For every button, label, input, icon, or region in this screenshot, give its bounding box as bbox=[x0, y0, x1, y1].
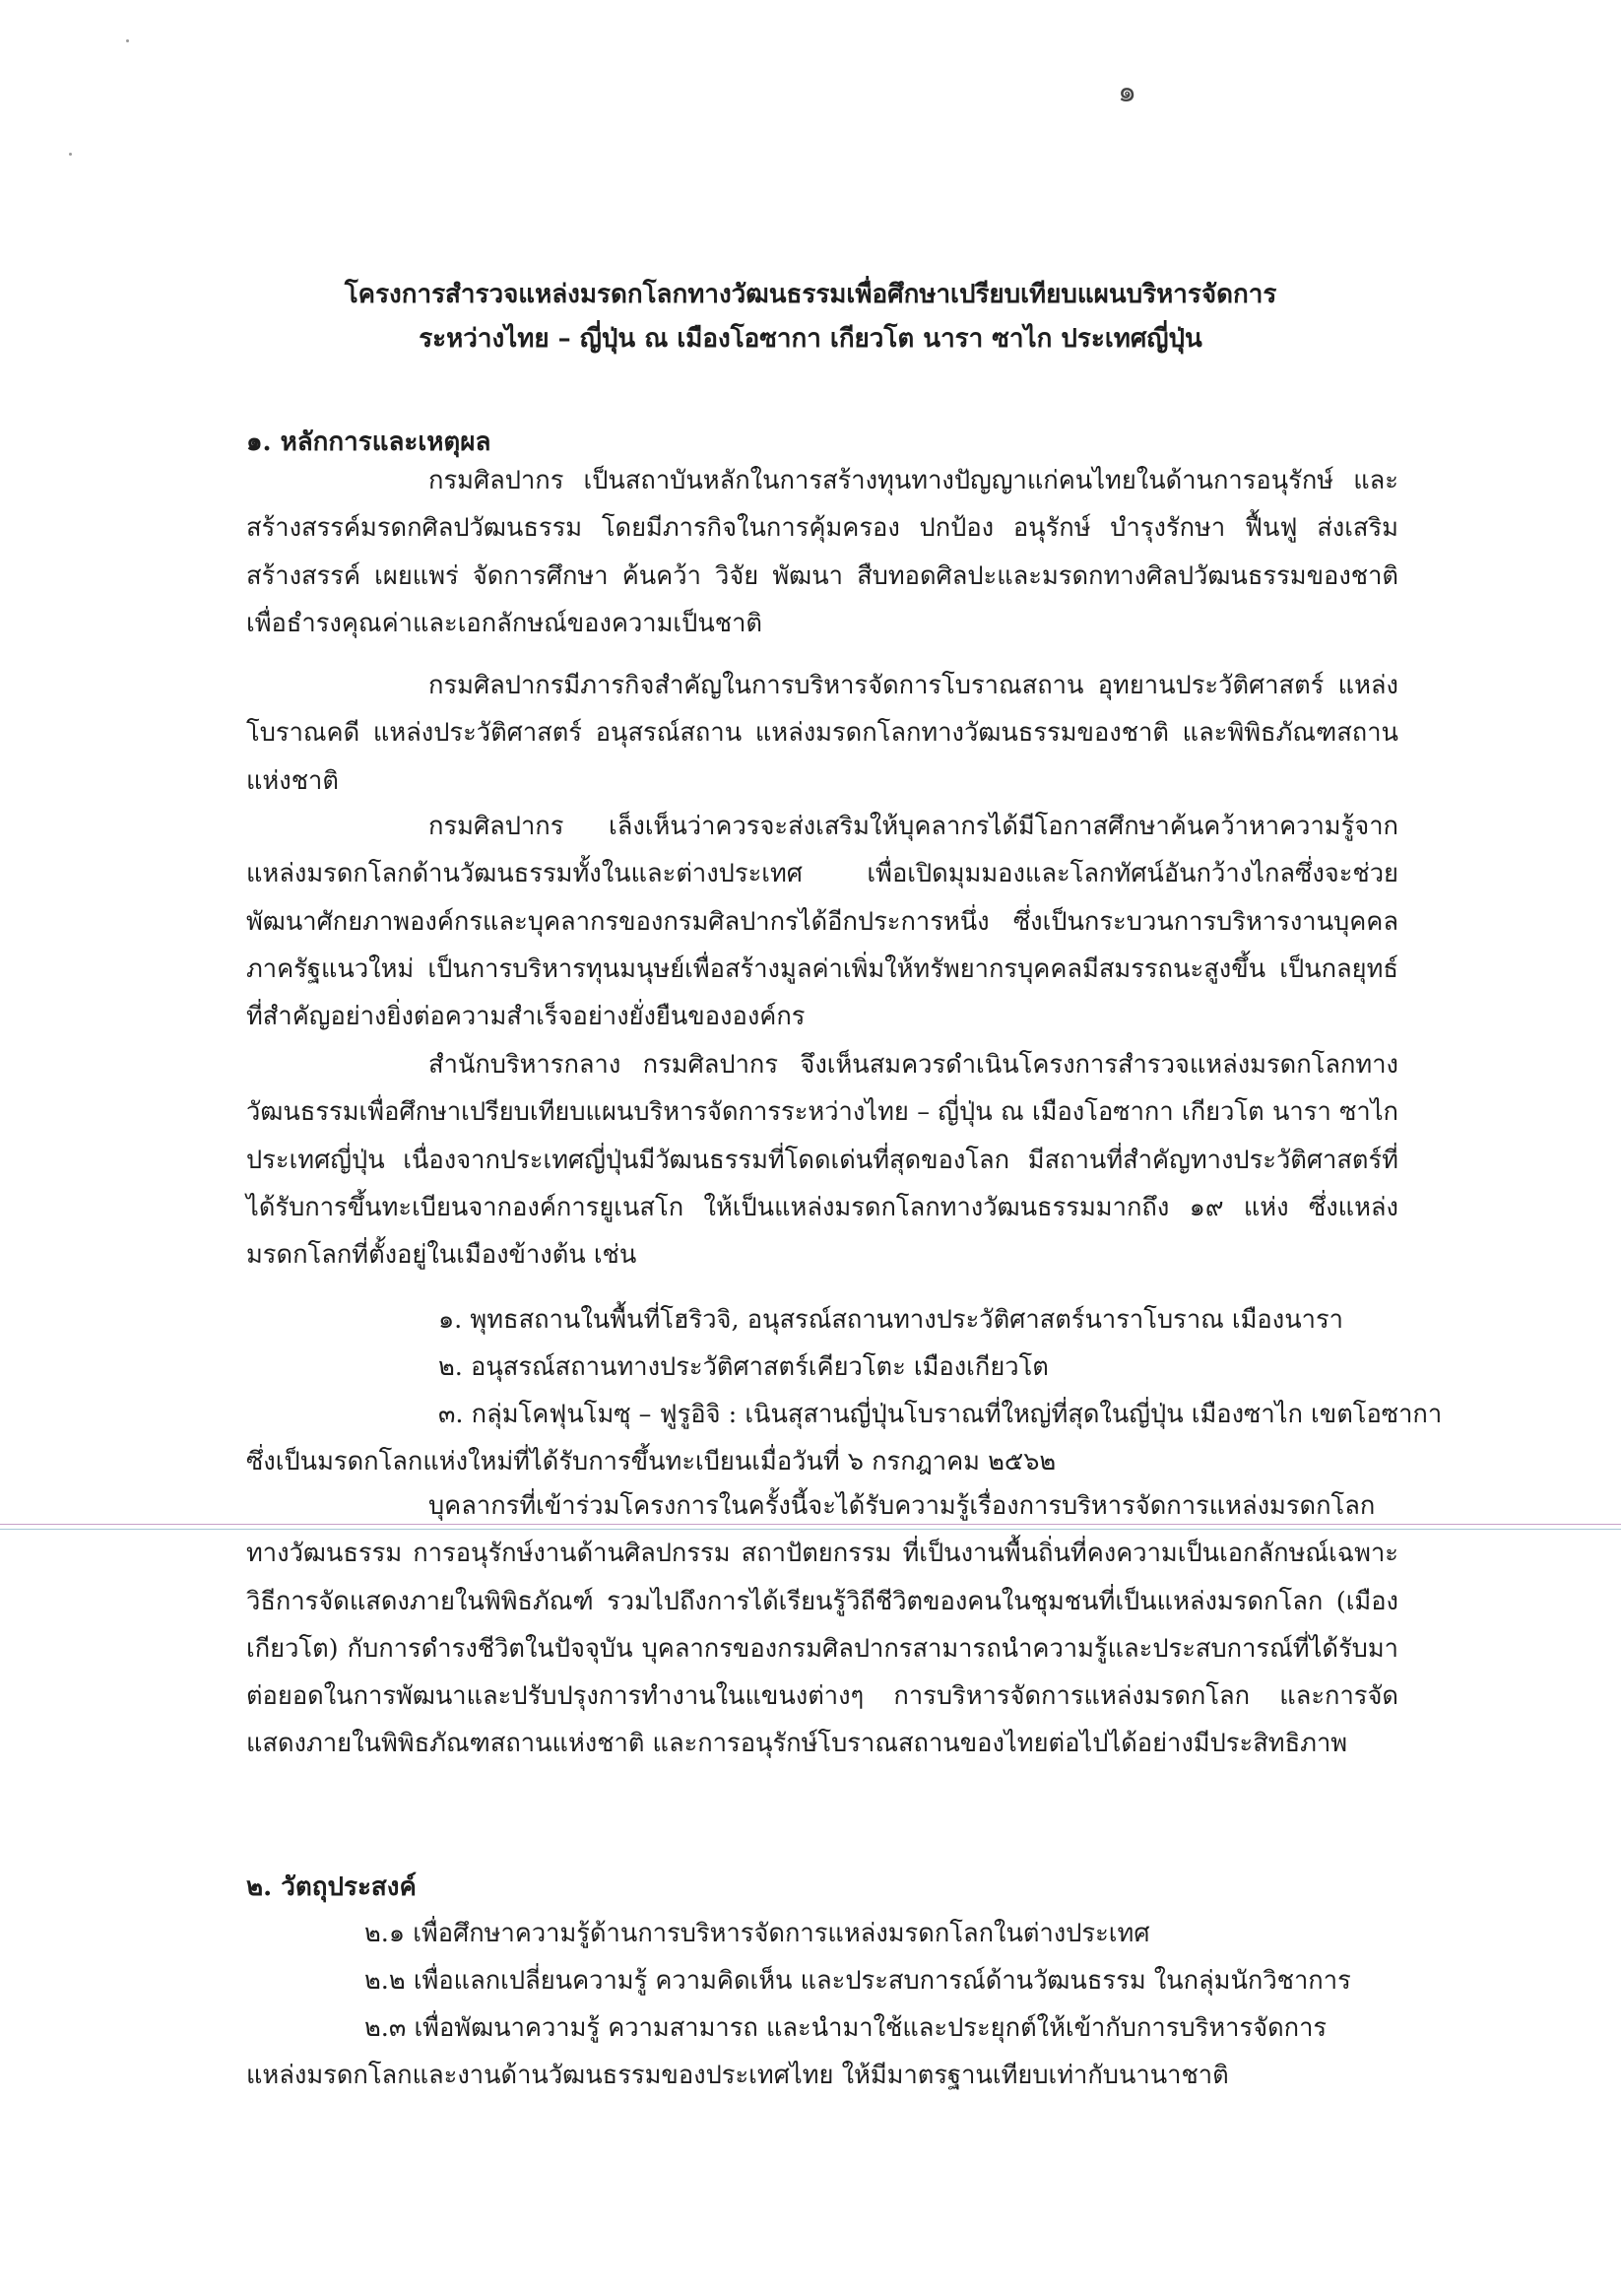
paragraph-1: กรมศิลปากร เป็นสถาบันหลักในการสร้างทุนทางปัญญาแก่คนไทยในด้านการอนุรักษ์ และสร้างสรรค์มรดกศิลปวัฒนธรรม โดยมีภารกิจในการคุ้มครอง ปกป้อง อนุรักษ์ บำรุงรักษา ฟื้นฟู ส่งเสริม สร้างสรรค์ เผยแพร่ จัดการศึกษา ค้นคว้า วิจัย พัฒนา สืบทอดศิลปะและมรดกทางศิลปวัฒนธรรมของชาติ เพื่อธำรงคุณค่าและเอกลักษณ์ของความเป็นชาติ bbox=[246, 466, 1398, 638]
page-number: ๑ bbox=[1118, 75, 1137, 109]
title-line-2: ระหว่างไทย – ญี่ปุ่น ณ เมืองโอซากา เกียวโต นารา ซาไก ประเทศญี่ปุ่น bbox=[419, 324, 1202, 354]
title-line-1: โครงการสำรวจแหล่งมรดกโลกทางวัฒนธรรมเพื่อศึกษาเปรียบเทียบแผนบริหารจัดการ bbox=[344, 280, 1277, 309]
paragraph-4: สำนักบริหารกลาง กรมศิลปากร จึงเห็นสมควรดำเนินโครงการสำรวจแหล่งมรดกโลกทางวัฒนธรรมเพื่อศึกษาเปรียบเทียบแผนบริหารจัดการระหว่างไทย – ญี่ปุ่น ณ เมืองโอซากา เกียวโต นารา ซาไก ประเทศญี่ปุ่น เนื่องจากประเทศญี่ปุ่นมีวัฒนธรรมที่โดดเด่นที่สุดของโลก มีสถานที่สำคัญทางประวัติศาสตร์ที่ได้รับการขึ้นทะเบียนจากองค์การยูเนสโก ให้เป็นแหล่งมรดกโลกทางวัฒนธรรมมากถึง ๑๙ แห่ง ซึ่งแหล่งมรดกโลกที่ตั้งอยู่ในเมืองข้างต้น เช่น bbox=[246, 1050, 1398, 1271]
objective-item-continuation: แหล่งมรดกโลกและงานด้านวัฒนธรรมของประเทศไทย ให้มีมาตรฐานเทียบเท่ากับนานาชาติ bbox=[246, 2061, 1229, 2090]
objective-item: ๒.๓ เพื่อพัฒนาความรู้ ความสามารถ และนำมาใช้และประยุกต์ให้เข้ากับการบริหารจัดการ bbox=[364, 2013, 1328, 2043]
section-1-heading: ๑. หลักการและเหตุผล bbox=[246, 427, 491, 457]
paragraph-2: กรมศิลปากรมีภารกิจสำคัญในการบริหารจัดการโบราณสถาน อุทยานประวัติศาสตร์ แหล่งโบราณคดี แหล่งประวัติศาสตร์ อนุสรณ์สถาน แหล่งมรดกโลกทางวัฒนธรรมของชาติ และพิพิธภัณฑสถานแห่งชาติ bbox=[246, 671, 1398, 796]
list-item: ๑. พุทธสถานในพื้นที่โฮริวจิ, อนุสรณ์สถานทางประวัติศาสตร์นาราโบราณ เมืองนารา bbox=[438, 1305, 1343, 1335]
objective-item: ๒.๒ เพื่อแลกเปลี่ยนความรู้ ความคิดเห็น และประสบการณ์ด้านวัฒนธรรม ในกลุ่มนักวิชาการ bbox=[364, 1966, 1351, 1996]
list-item: ๒. อนุสรณ์สถานทางประวัติศาสตร์เคียวโตะ เมืองเกียวโต bbox=[438, 1352, 1049, 1382]
scan-speck bbox=[69, 153, 72, 156]
paragraph-5: บุคลากรที่เข้าร่วมโครงการในครั้งนี้จะได้รับความรู้เรื่องการบริหารจัดการแหล่งมรดกโลกทางวัฒนธรรม การอนุรักษ์งานด้านศิลปกรรม สถาปัตยกรรม ที่เป็นงานพื้นถิ่นที่คงความเป็นเอกลักษณ์เฉพาะ วิธีการจัดแสดงภายในพิพิธภัณฑ์ รวมไปถึงการได้เรียนรู้วิถีชีวิตของคนในชุมชนที่เป็นแหล่งมรดกโลก (เมืองเกียวโต) กับการดำรงชีวิตในปัจจุบัน บุคลากรของกรมศิลปากรสามารถนำความรู้และประสบการณ์ที่ได้รับมาต่อยอดในการพัฒนาและปรับปรุงการทำงานในแขนงต่างๆ การบริหารจัดการแหล่งมรดกโลก และการจัดแสดงภายในพิพิธภัณฑสถานแห่งชาติ และการอนุรักษ์โบราณสถานของไทยต่อไปได้อย่างมีประสิทธิภาพ bbox=[246, 1491, 1398, 1759]
paragraph-3: กรมศิลปากร เล็งเห็นว่าควรจะส่งเสริมให้บุคลากรได้มีโอกาสศึกษาค้นคว้าหาความรู้จากแหล่งมรดกโลกด้านวัฒนธรรมทั้งในและต่างประเทศ เพื่อเปิดมุมมองและโลกทัศน์อันกว้างไกลซึ่งจะช่วยพัฒนาศักยภาพองค์กรและบุคลากรของกรมศิลปากรได้อีกประการหนึ่ง ซึ่งเป็นกระบวนการบริหารงานบุคคลภาครัฐแนวใหม่ เป็นการบริหารทุนมนุษย์เพื่อสร้างมูลค่าเพิ่มให้ทรัพยากรบุคคลมีสมรรถนะสูงขึ้น เป็นกลยุทธ์ที่สำคัญอย่างยิ่งต่อความสำเร็จอย่างยั่งยืนขององค์กร bbox=[246, 812, 1398, 1032]
scan-speck bbox=[126, 39, 129, 42]
section-2-heading: ๒. วัตถุประสงค์ bbox=[246, 1872, 417, 1902]
objective-item: ๒.๑ เพื่อศึกษาความรู้ด้านการบริหารจัดการแหล่งมรดกโลกในต่างประเทศ bbox=[364, 1919, 1150, 1948]
list-item-continuation: ซึ่งเป็นมรดกโลกแห่งใหม่ที่ได้รับการขึ้นทะเบียนเมื่อวันที่ ๖ กรกฎาคม ๒๕๖๒ bbox=[246, 1447, 1057, 1476]
list-item: ๓. กลุ่มโคฟุนโมซุ – ฟูรูอิจิ : เนินสุสานญี่ปุ่นโบราณที่ใหญ่ที่สุดในญี่ปุ่น เมืองซาไก เขตโอซากา bbox=[438, 1400, 1443, 1429]
